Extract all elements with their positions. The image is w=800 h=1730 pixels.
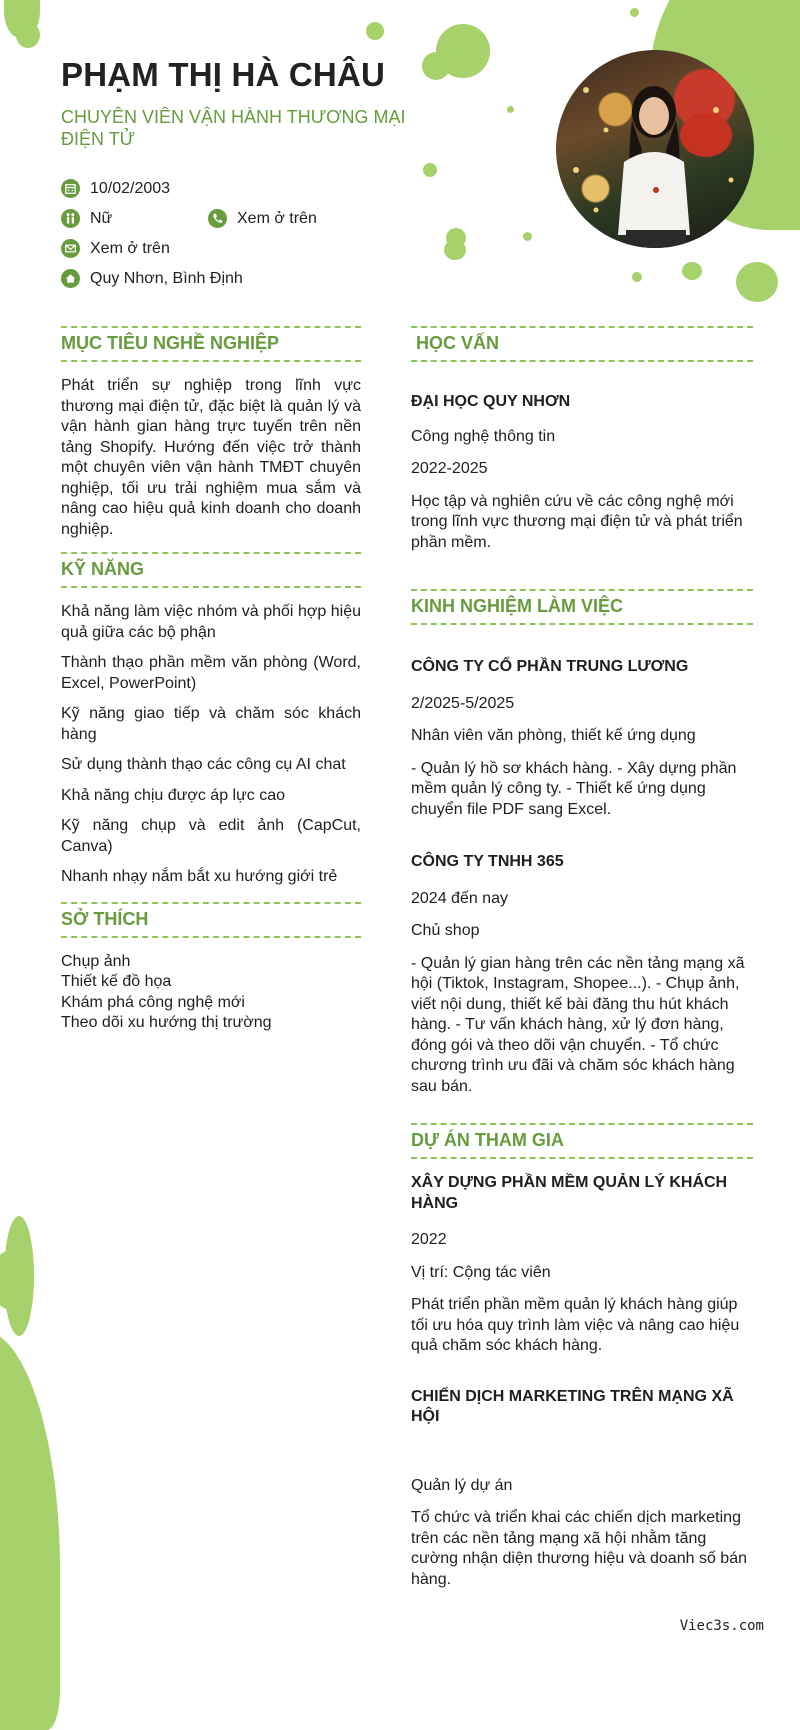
experience-section xyxy=(411,589,753,1097)
birthday-text: 10/02/2003 xyxy=(90,179,171,197)
projects-section xyxy=(411,1123,753,1590)
education-description: Học tập và nghiên cứu về các công nghệ mới trong lĩnh vực thương mại điện tử và phát triển phần mềm. xyxy=(411,492,743,551)
skill-item: Khả năng làm việc nhóm và phối hợp hiệu quả giữa các bộ phận xyxy=(61,603,361,641)
job-entry xyxy=(411,657,753,820)
hobbies-section xyxy=(61,902,361,1034)
portrait-illustration xyxy=(556,50,754,248)
job-company: CÔNG TY CỔ PHẦN TRUNG LƯƠNG xyxy=(411,658,689,675)
profile-photo xyxy=(556,50,754,248)
job-description: - Quản lý hồ sơ khách hàng. - Xây dựng phần mềm quản lý công ty. - Thiết kế ứng dụng chuyển file PDF sang Excel. xyxy=(411,759,737,818)
skill-item: Kỹ năng chụp và edit ảnh (CapCut, Canva) xyxy=(61,817,361,855)
address-text: Quy Nhơn, Bình Định xyxy=(90,269,243,287)
gender-icon xyxy=(61,209,80,228)
skill-item: Sử dụng thành thạo các công cụ AI chat xyxy=(61,756,346,773)
skills-title: KỸ NĂNG xyxy=(61,552,361,588)
job-description: - Quản lý gian hàng trên các nền tảng mạng xã hội (Tiktok, Instagram, Shopee...). - Chụp ảnh, viết nội dung, thiết kế bài đăng thu hút khách hàng. - Tư vấn khách hàng, xử lý đơn hàng, đóng gói và theo dõi vận chuyển. - Tổ chức chương trình ưu đãi và chăm sóc khách hàng sau bán. xyxy=(411,954,745,1095)
decor-blob xyxy=(736,262,778,302)
right-column xyxy=(411,326,753,1590)
decor-blob xyxy=(444,240,466,260)
contact-email xyxy=(61,239,170,258)
hobby-item: Thiết kế đồ họa xyxy=(61,973,172,990)
contact-address xyxy=(61,269,243,288)
objective-section xyxy=(61,326,361,540)
job-period: 2/2025-5/2025 xyxy=(411,694,515,712)
job-period: 2024 đến nay xyxy=(411,889,508,907)
project-year: 2022 xyxy=(411,1231,447,1248)
decor-blob-bottom-left xyxy=(0,1330,60,1730)
hobbies-title: SỞ THÍCH xyxy=(61,902,361,938)
skill-item: Nhanh nhạy nắm bắt xu hướng giới trẻ xyxy=(61,868,338,885)
job-entry xyxy=(411,852,753,1097)
watermark: Viec3s.com xyxy=(679,1618,764,1634)
job-title: CHUYÊN VIÊN VẬN HÀNH THƯƠNG MẠI ĐIỆN TỬ xyxy=(61,107,406,149)
project-entry xyxy=(411,1173,753,1357)
phone-icon xyxy=(208,209,227,228)
decor-dot xyxy=(507,106,514,113)
education-period: 2022-2025 xyxy=(411,460,488,477)
objective-title: MỤC TIÊU NGHỀ NGHIỆP xyxy=(61,326,361,362)
skill-item: Kỹ năng giao tiếp và chăm sóc khách hàng xyxy=(61,705,361,743)
decor-dot xyxy=(523,232,532,241)
email-icon xyxy=(61,239,80,258)
decor-dot xyxy=(630,8,639,17)
decor-dot xyxy=(632,272,642,282)
candidate-name: PHẠM THỊ HÀ CHÂU xyxy=(61,56,386,93)
job-position: Chủ shop xyxy=(411,922,480,939)
calendar-icon xyxy=(61,179,80,198)
contact-gender xyxy=(61,209,112,228)
phone-text: Xem ở trên xyxy=(237,209,317,227)
project-description: Tổ chức và triển khai các chiến dịch marketing trên các nền tảng mạng xã hội nhằm tăng cường nhận diện thương hiệu và doanh số bán hàng. xyxy=(411,1509,747,1588)
hobby-item: Khám phá công nghệ mới xyxy=(61,993,245,1011)
project-role: Quản lý dự án xyxy=(411,1476,513,1494)
gender-text: Nữ xyxy=(90,209,113,227)
hobby-item: Theo dõi xu hướng thị trường xyxy=(61,1014,272,1031)
email-text: Xem ở trên xyxy=(90,239,170,257)
experience-title: KINH NGHIỆM LÀM VIỆC xyxy=(411,589,753,625)
job-position: Nhân viên văn phòng, thiết kế ứng dụng xyxy=(411,727,696,744)
objective-text: Phát triển sự nghiệp trong lĩnh vực thương mại điện tử, đặc biệt là quản lý và vận hành gian hàng trực tuyến trên nền tảng Shopify. Hướng đến việc trở thành một chuyên viên vận hành TMĐT chuyên nghiệp, tối ưu trải nghiệm mua sắm và nâng cao hiệu quả kinh doanh cho doanh nghiệp. xyxy=(61,377,361,538)
skills-section xyxy=(61,552,361,888)
education-title: HỌC VẤN xyxy=(411,326,753,362)
education-major: Công nghệ thông tin xyxy=(411,427,556,445)
skill-item: Khả năng chịu được áp lực cao xyxy=(61,786,286,804)
projects-title: DỰ ÁN THAM GIA xyxy=(411,1123,753,1159)
contact-birthday xyxy=(61,179,170,198)
decor-dot xyxy=(366,22,384,40)
project-description: Phát triển phần mềm quản lý khách hàng giúp tối ưu hóa quy trình làm việc và nâng cao hiệu quả chăm sóc khách hàng. xyxy=(411,1296,740,1354)
decor-dot xyxy=(16,22,40,48)
job-company: CÔNG TY TNHH 365 xyxy=(411,853,564,870)
skill-item: Thành thạo phần mềm văn phòng (Word, Excel, PowerPoint) xyxy=(61,654,361,692)
home-icon xyxy=(61,269,80,288)
education-section xyxy=(411,326,753,553)
hobby-item: Chụp ảnh xyxy=(61,952,131,970)
left-column xyxy=(61,326,361,1034)
project-name: XÂY DỰNG PHẦN MỀM QUẢN LÝ KHÁCH HÀNG xyxy=(411,1174,728,1212)
project-entry xyxy=(411,1387,753,1591)
education-school: ĐẠI HỌC QUY NHƠN xyxy=(411,393,571,410)
decor-dot xyxy=(422,52,450,80)
project-role: Vị trí: Cộng tác viên xyxy=(411,1263,551,1281)
decor-dot xyxy=(423,163,437,177)
decor-dot xyxy=(682,262,702,280)
contact-phone xyxy=(208,209,317,228)
project-name: CHIẾN DỊCH MARKETING TRÊN MẠNG XÃ HỘI xyxy=(411,1387,734,1425)
